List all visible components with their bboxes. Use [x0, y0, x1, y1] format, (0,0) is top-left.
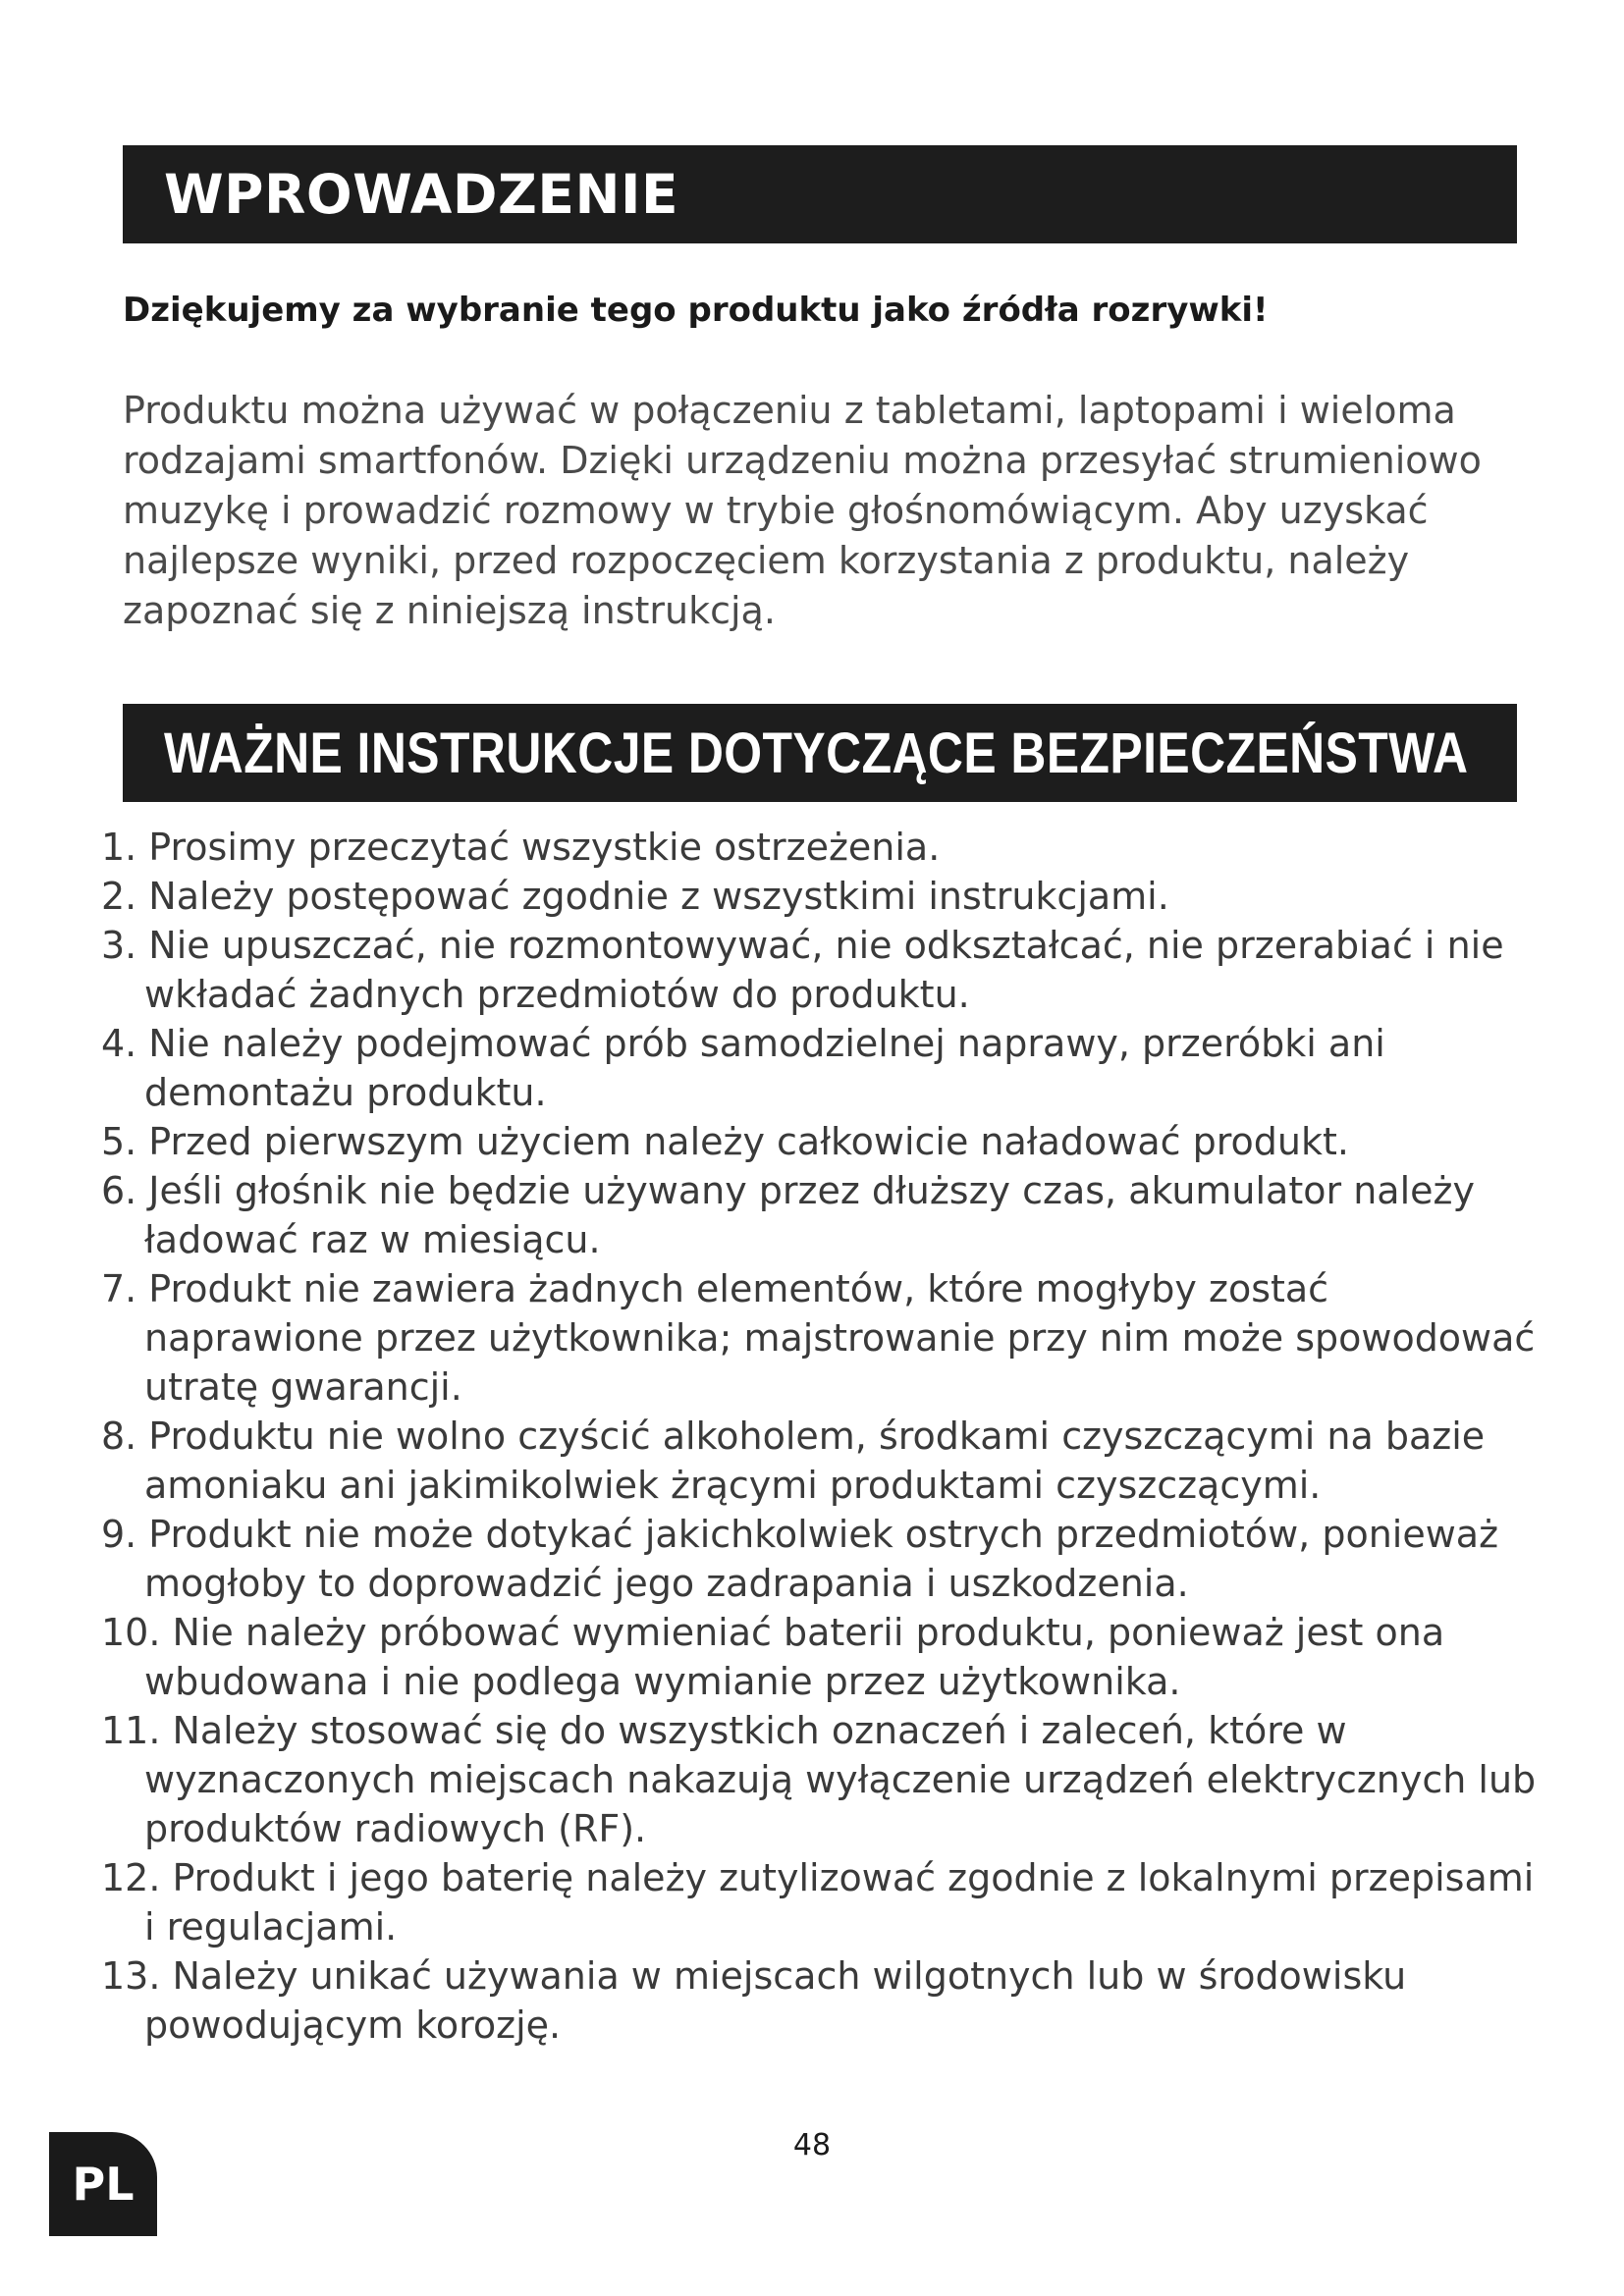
list-item-text: Należy stosować się do wszystkich oznaczeń i zaleceń, które w wyznaczonych miejscach nakazują wyłączenie urządzeń elektrycznych lub produktów radiowych (RF). — [144, 1709, 1537, 1850]
list-item-number: 10. — [101, 1611, 161, 1654]
list-item-number: 3. — [101, 924, 137, 967]
list-item — [101, 1019, 1537, 1117]
language-tab — [49, 2132, 157, 2236]
list-item — [101, 1412, 1537, 1510]
list-item-text: Produktu nie wolno czyścić alkoholem, środkami czyszczącymi na bazie amoniaku ani jakimikolwiek żrącymi produktami czyszczącymi. — [144, 1415, 1486, 1507]
list-item-number: 13. — [101, 1954, 161, 1998]
list-item-number: 6. — [101, 1169, 137, 1212]
list-item — [101, 921, 1537, 1019]
list-item-number: 8. — [101, 1415, 137, 1458]
list-item — [101, 1117, 1537, 1166]
list-item — [101, 1264, 1537, 1412]
list-item — [101, 1951, 1537, 2050]
list-item-text: Jeśli głośnik nie będzie używany przez dłuższy czas, akumulator należy ładować raz w miesiącu. — [144, 1169, 1475, 1261]
list-item-number: 2. — [101, 875, 137, 918]
list-item-text: Nie należy podejmować prób samodzielnej naprawy, przeróbki ani demontażu produktu. — [144, 1022, 1385, 1114]
language-tab-label: PL — [72, 2158, 135, 2211]
list-item-text: Produkt nie może dotykać jakichkolwiek ostrych przedmiotów, ponieważ mogłoby to doprowadzić jego zadrapania i uszkodzenia. — [144, 1513, 1499, 1605]
list-item-text: Należy unikać używania w miejscach wilgotnych lub w środowisku powodującym korozję. — [144, 1954, 1407, 2047]
list-item-text: Produkt i jego baterię należy zutylizować zgodnie z lokalnymi przepisami i regulacjami. — [144, 1856, 1535, 1949]
list-item-text: Nie upuszczać, nie rozmontowywać, nie odkształcać, nie przerabiać i nie wkładać żadnych przedmiotów do produktu. — [144, 924, 1504, 1016]
list-item-number: 11. — [101, 1709, 161, 1752]
list-item-number: 4. — [101, 1022, 137, 1065]
list-item — [101, 1853, 1537, 1951]
list-item-number: 5. — [101, 1120, 137, 1163]
list-item-text: Należy postępować zgodnie z wszystkimi instrukcjami. — [148, 875, 1169, 918]
list-item — [101, 1706, 1537, 1853]
list-item-text: Produkt nie zawiera żadnych elementów, które mogłyby zostać naprawione przez użytkownika; majstrowanie przy nim może spowodować utratę gwarancji. — [144, 1267, 1536, 1409]
safety-instructions-list — [101, 823, 1537, 2050]
list-item — [101, 823, 1537, 872]
page-number: 48 — [792, 2128, 832, 2163]
intro-heading: WPROWADZENIE — [164, 163, 679, 226]
list-item — [101, 872, 1537, 921]
list-item — [101, 1510, 1537, 1608]
list-item-number: 9. — [101, 1513, 137, 1556]
list-item — [101, 1166, 1537, 1264]
list-item-number: 7. — [101, 1267, 137, 1310]
list-item-text: Prosimy przeczytać wszystkie ostrzeżenia. — [148, 826, 941, 869]
intro-lead-text: Dziękujemy za wybranie tego produktu jako źródła rozrywki! — [123, 291, 1269, 330]
intro-paragraph: Produktu można używać w połączeniu z tabletami, laptopami i wieloma rodzajami smartfonów. Dzięki urządzeniu można przesyłać strumieniowo muzykę i prowadzić rozmowy w trybie głośnomówiącym. Aby uzyskać najlepsze wyniki, przed rozpoczęciem korzystania z produktu, należy zapoznać się z niniejszą instrukcją. — [123, 389, 1482, 632]
safety-heading-banner — [123, 704, 1517, 802]
intro-heading-banner — [123, 145, 1517, 243]
safety-heading: WAŻNE INSTRUKCJE DOTYCZĄCE BEZPIECZEŃSTWA — [164, 721, 1469, 785]
list-item — [101, 1608, 1537, 1706]
list-item-number: 12. — [101, 1856, 161, 1899]
list-item-text: Nie należy próbować wymieniać baterii produktu, ponieważ jest ona wbudowana i nie podlega wymianie przez użytkownika. — [144, 1611, 1445, 1703]
list-item-text: Przed pierwszym użyciem należy całkowicie naładować produkt. — [148, 1120, 1349, 1163]
list-item-number: 1. — [101, 826, 137, 869]
